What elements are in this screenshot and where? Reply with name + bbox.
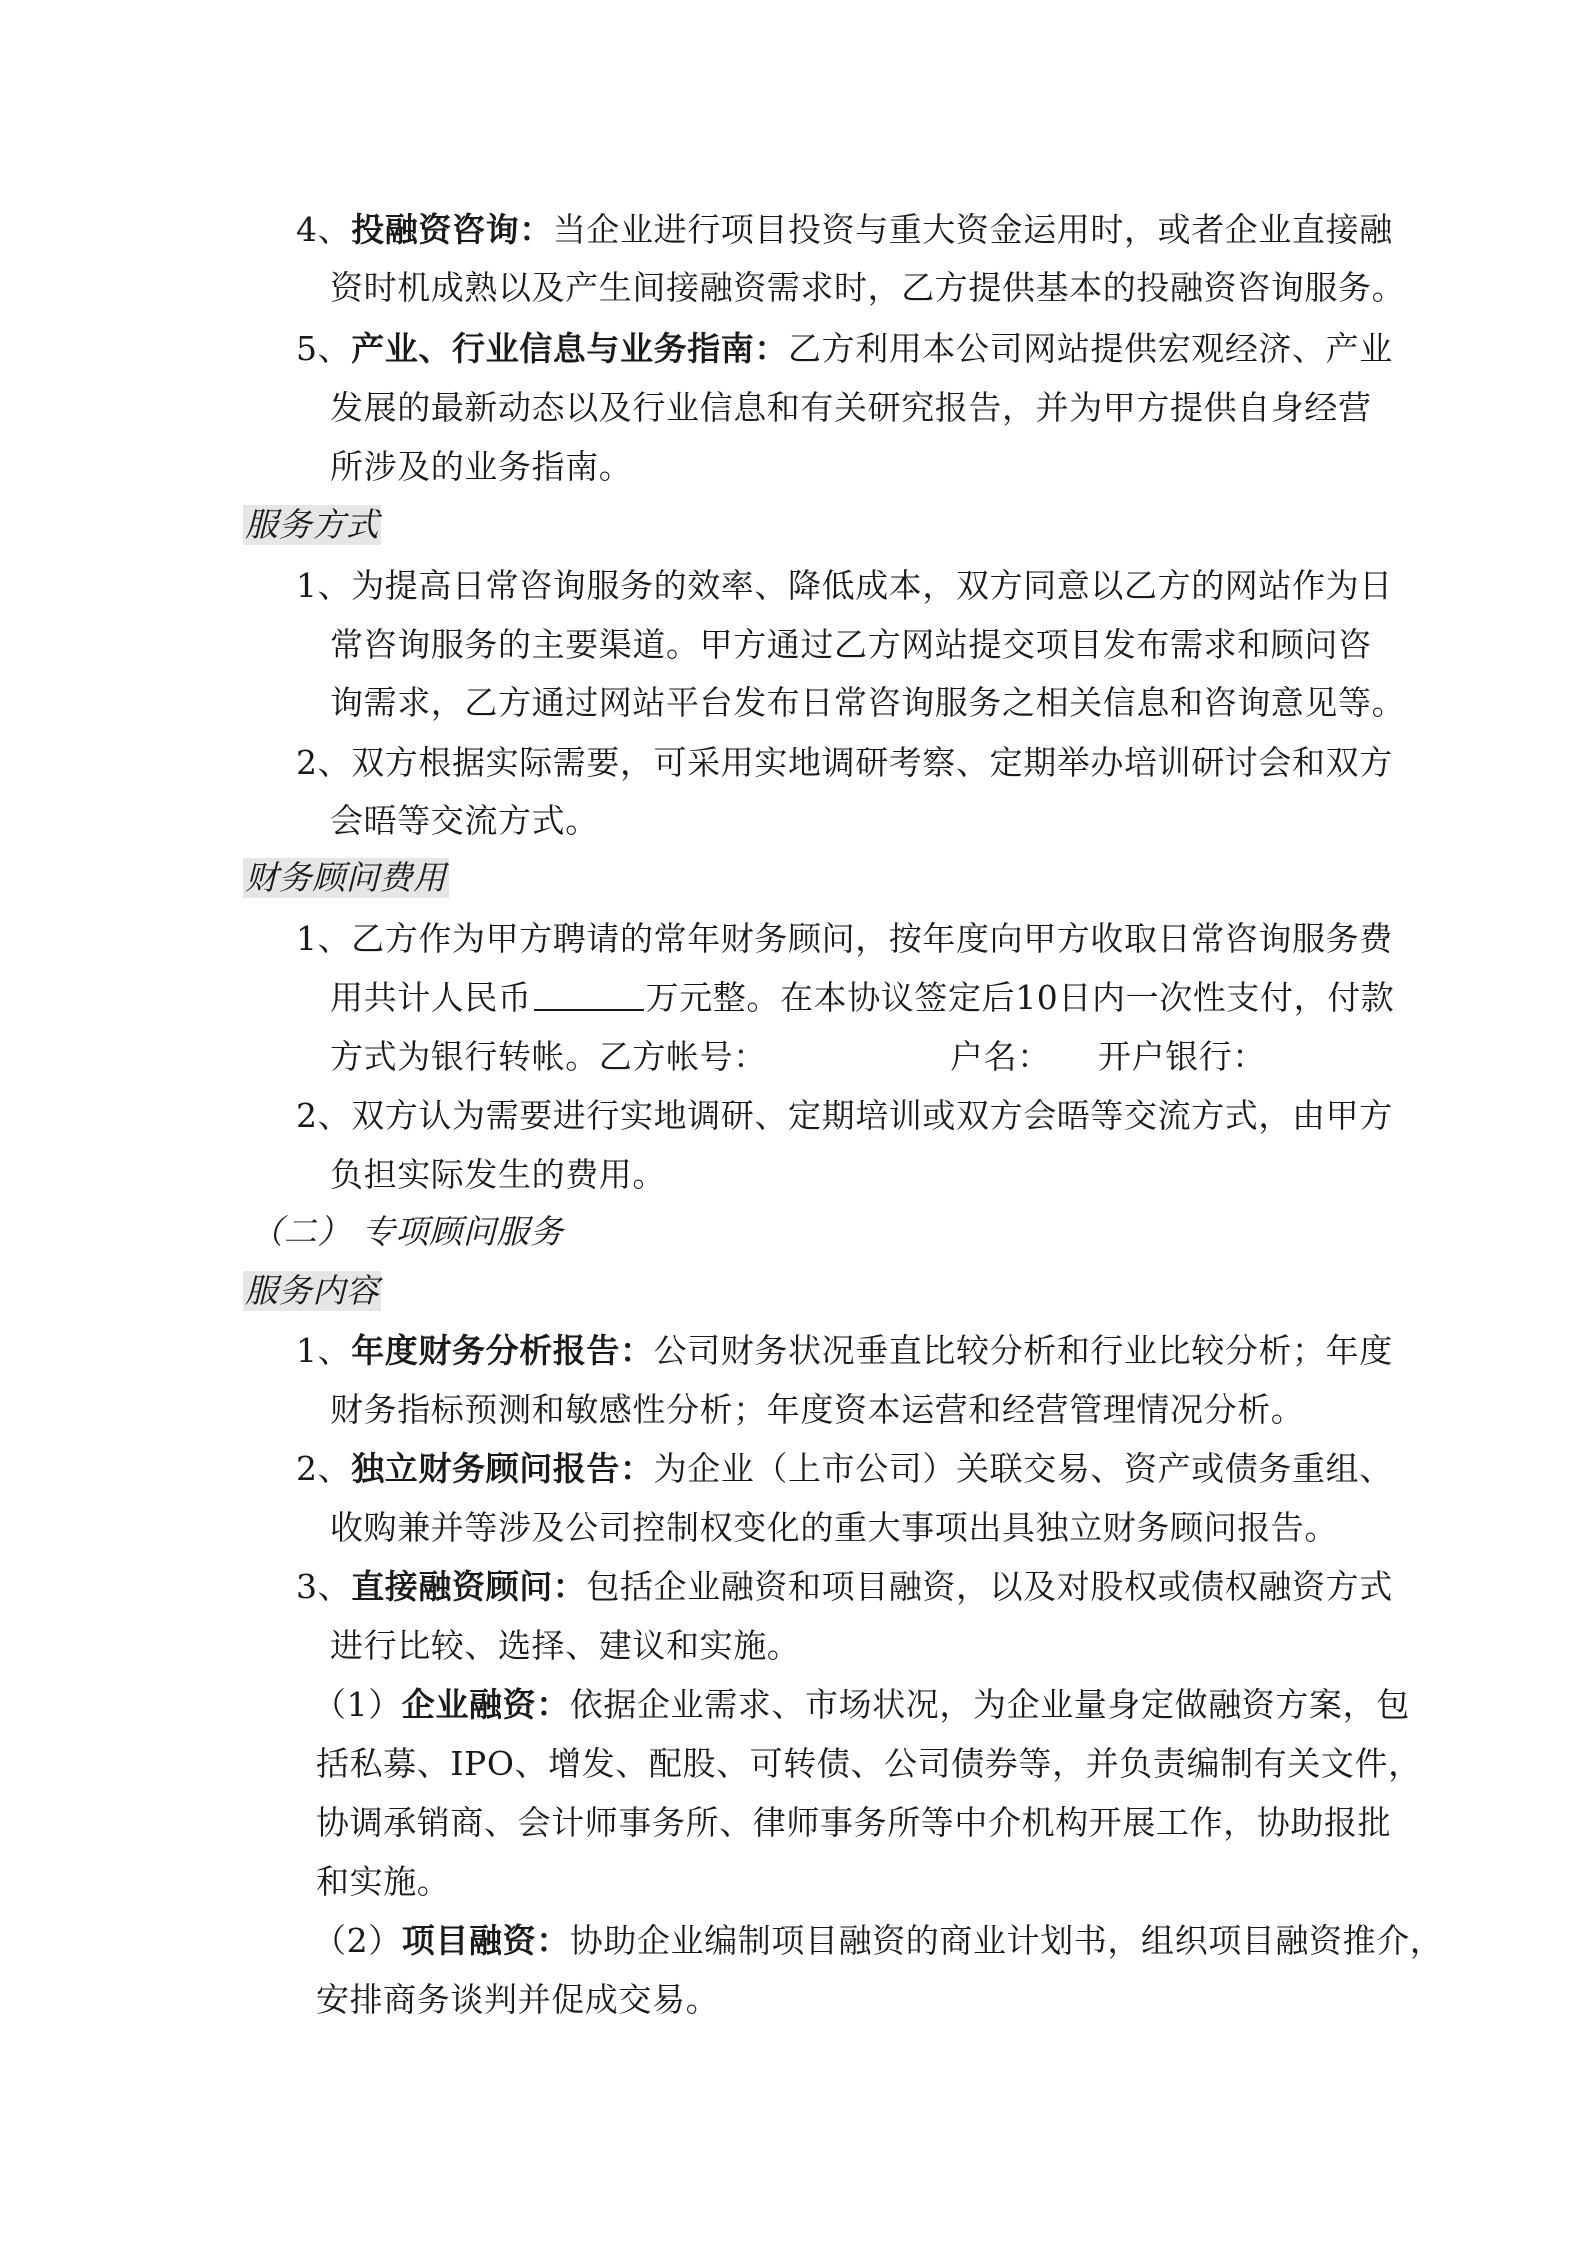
fees-item-1-line-1	[296, 919, 1393, 959]
fees-item-1-line-2	[330, 978, 1394, 1018]
sub-item-1-line-3: 协调承销商、会计师事务所、律师事务所等中介机构开展工作，协助报批	[316, 1803, 1392, 1842]
method-item-1-line-3: 询需求，乙方通过网站平台发布日常咨询服务之相关信息和咨询意见等。	[330, 683, 1406, 722]
sub-item-1-line-2: 括私募、IPO、增发、配股、可转债、公司债券等，并负责编制有关文件，	[316, 1744, 1422, 1783]
item-text: 当企业进行项目投资与重大资金运用时，或者企业直接融	[552, 210, 1393, 249]
sub-item-number: （2）	[313, 1921, 402, 1960]
sub-item-text: 协助企业编制项目融资的商业计划书，组织项目融资推介，	[569, 1921, 1444, 1960]
special-item-3-line-2: 进行比较、选择、建议和实施。	[330, 1626, 801, 1665]
item-number: 2、	[296, 743, 352, 782]
bank-label: 开户银行：	[1098, 1037, 1266, 1076]
sub-item-title: 项目融资：	[401, 1921, 570, 1960]
heading-fees	[243, 858, 449, 898]
item-title: 年度财务分析报告：	[351, 1331, 654, 1370]
fee-amount-blank[interactable]	[534, 979, 644, 1011]
heading-text: 服务方式	[245, 505, 380, 544]
fee-text-b: 万元整。在本协议签定后10日内一次性支付，付款	[645, 978, 1395, 1017]
method-item-1-line-2: 常咨询服务的主要渠道。甲方通过乙方网站提交项目发布需求和顾问咨	[330, 625, 1372, 664]
item-text: 双方认为需要进行实地调研、定期培训或双方会晤等交流方式，由甲方	[351, 1096, 1393, 1135]
sub-item-2-line-2: 安排商务谈判并促成交易。	[316, 1980, 720, 2019]
sub-item-1-line-4: 和实施。	[316, 1862, 451, 1901]
sub-item-1-line-1	[313, 1685, 1410, 1725]
item-title: 独立财务顾问报告：	[351, 1449, 654, 1488]
method-item-2-line-1	[296, 743, 1393, 783]
item-text: 乙方利用本公司网站提供宏观经济、产业	[788, 329, 1393, 368]
item-number: 2、	[296, 1096, 352, 1135]
item-number: 5、	[296, 329, 352, 368]
item-text: 为提高日常咨询服务的效率、降低成本，双方同意以乙方的网站作为日	[351, 566, 1393, 605]
item-text: 公司财务状况垂直比较分析和行业比较分析；年度	[653, 1331, 1393, 1370]
item-5-line-1	[296, 329, 1393, 369]
heading-text: 财务顾问费用	[245, 858, 447, 897]
fees-item-1-line-3	[330, 1037, 767, 1077]
fees-item-2-line-2: 负担实际发生的费用。	[330, 1155, 666, 1194]
special-item-3-line-1	[296, 1567, 1393, 1607]
item-title: 产业、行业信息与业务指南：	[351, 329, 789, 368]
special-item-1-line-2: 财务指标预测和敏感性分析；年度资本运营和经营管理情况分析。	[330, 1390, 1305, 1429]
method-item-2-line-2: 会晤等交流方式。	[330, 801, 599, 840]
account-label: 方式为银行转帐。乙方帐号：	[330, 1037, 767, 1076]
special-item-2-line-1	[296, 1449, 1393, 1489]
item-text: 乙方作为甲方聘请的常年财务顾问，按年度向甲方收取日常咨询服务费	[351, 919, 1393, 958]
item-number: 1、	[296, 1331, 352, 1370]
item-4-line-2: 资时机成熟以及产生间接融资需求时，乙方提供基本的投融资咨询服务。	[330, 268, 1406, 307]
item-number: 3、	[296, 1567, 352, 1606]
heading-service-method	[243, 505, 381, 545]
item-text: 为企业（上市公司）关联交易、资产或债务重组、	[653, 1449, 1393, 1488]
fee-text-a: 用共计人民币	[330, 978, 532, 1017]
item-text: 包括企业融资和项目融资，以及对股权或债权融资方式	[586, 1567, 1393, 1606]
item-number: 1、	[296, 566, 352, 605]
sub-item-number: （1）	[313, 1685, 402, 1724]
fees-item-2-line-1	[296, 1096, 1393, 1136]
item-number: 4、	[296, 210, 352, 249]
special-item-1-line-1	[296, 1331, 1393, 1371]
heading-service-content	[243, 1271, 381, 1311]
section-special-heading: （二） 专项顾问服务	[250, 1212, 564, 1251]
account-name-label: 户名：	[950, 1037, 1051, 1076]
item-title: 投融资咨询：	[351, 210, 553, 249]
sub-item-2-line-1	[313, 1921, 1443, 1961]
item-5-line-3: 所涉及的业务指南。	[330, 447, 633, 486]
item-title: 直接融资顾问：	[351, 1567, 587, 1606]
item-5-line-2: 发展的最新动态以及行业信息和有关研究报告，并为甲方提供自身经营	[330, 388, 1372, 427]
heading-text: 服务内容	[245, 1271, 380, 1310]
item-4-line-1	[296, 210, 1393, 250]
item-number: 1、	[296, 919, 352, 958]
sub-item-text: 依据企业需求、市场状况，为企业量身定做融资方案，包	[569, 1685, 1410, 1724]
method-item-1-line-1	[296, 566, 1393, 606]
special-item-2-line-2: 收购兼并等涉及公司控制权变化的重大事项出具独立财务顾问报告。	[330, 1508, 1338, 1547]
item-number: 2、	[296, 1449, 352, 1488]
sub-item-title: 企业融资：	[401, 1685, 570, 1724]
item-text: 双方根据实际需要，可采用实地调研考察、定期举办培训研讨会和双方	[351, 743, 1393, 782]
